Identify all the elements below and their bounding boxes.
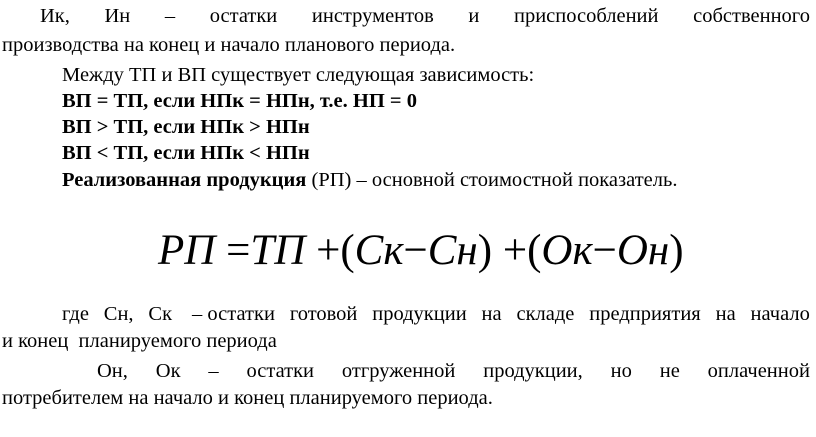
paragraph-on-ok-line1 (97, 359, 810, 383)
word: и (468, 5, 480, 27)
word: остатки (246, 360, 315, 382)
word: Он, (97, 360, 128, 382)
formula-tp: ТП (250, 227, 306, 274)
rule-greater: ВП > ТП, если НПк > НПн (62, 116, 310, 138)
formula-cn: Сн (427, 227, 478, 274)
paragraph-ik-in-line1 (40, 4, 810, 28)
word: на (481, 303, 502, 325)
rp-formula (158, 226, 684, 276)
word: оплаченной (707, 360, 810, 382)
word: инструментов (311, 5, 434, 27)
word: готовой (289, 303, 358, 325)
formula-open-paren-1: ( (340, 227, 355, 274)
word: продукции (372, 303, 467, 325)
rp-description: (РП) – основной стоимостной показатель. (306, 169, 678, 191)
word: но (610, 360, 632, 382)
word: предприятия (589, 303, 701, 325)
word: – (208, 360, 219, 382)
formula-ok: Ок (541, 227, 593, 274)
formula-on: Он (616, 227, 670, 274)
rp-term: Реализованная продукция (62, 169, 307, 191)
paragraph-cn-ck-line1 (62, 302, 810, 326)
formula-ck: Ск (354, 227, 404, 274)
paragraph-ik-in-line2: производства на конец и начало планового периода. (2, 34, 456, 56)
dependency-intro: Между ТП и ВП существует следующая зависимость: (62, 64, 535, 86)
word: остатки (209, 5, 278, 27)
word: не (659, 360, 680, 382)
word: Ск (148, 303, 173, 325)
paragraph-cn-ck-line2: и конец планируемого периода (2, 330, 277, 352)
word: – (164, 5, 176, 27)
formula-minus-2: − (592, 227, 617, 274)
formula-open-paren-2: ( (527, 227, 542, 274)
word: продукции, (483, 360, 583, 382)
formula-minus-1: − (403, 227, 428, 274)
paragraph-on-ok-line2: потребителем на начало и конец планируемого периода. (2, 387, 493, 409)
rule-less: ВП < ТП, если НПк < НПн (62, 142, 310, 164)
rp-definition (62, 168, 677, 192)
word: приспособлений (513, 5, 659, 27)
formula-plus-2: + (502, 227, 528, 274)
word: собственного (693, 5, 810, 27)
word: Ин (104, 5, 131, 27)
word: Ик, (40, 5, 70, 27)
formula-plus-1: + (316, 227, 341, 274)
formula-close-paren-1: ) (477, 227, 493, 274)
formula-equals: = (226, 227, 251, 274)
word: отгруженной (341, 360, 456, 382)
word: начало (750, 303, 810, 325)
formula-rp: РП (158, 227, 216, 274)
word: – остатки (186, 303, 275, 325)
word: где (62, 303, 89, 325)
word: Ок (155, 360, 181, 382)
formula-close-paren-2: ) (669, 227, 684, 274)
word: Сн, (103, 303, 134, 325)
rule-equal: ВП = ТП, если НПк = НПн, т.е. НП = 0 (62, 90, 417, 112)
word: складе (516, 303, 575, 325)
word: на (715, 303, 736, 325)
